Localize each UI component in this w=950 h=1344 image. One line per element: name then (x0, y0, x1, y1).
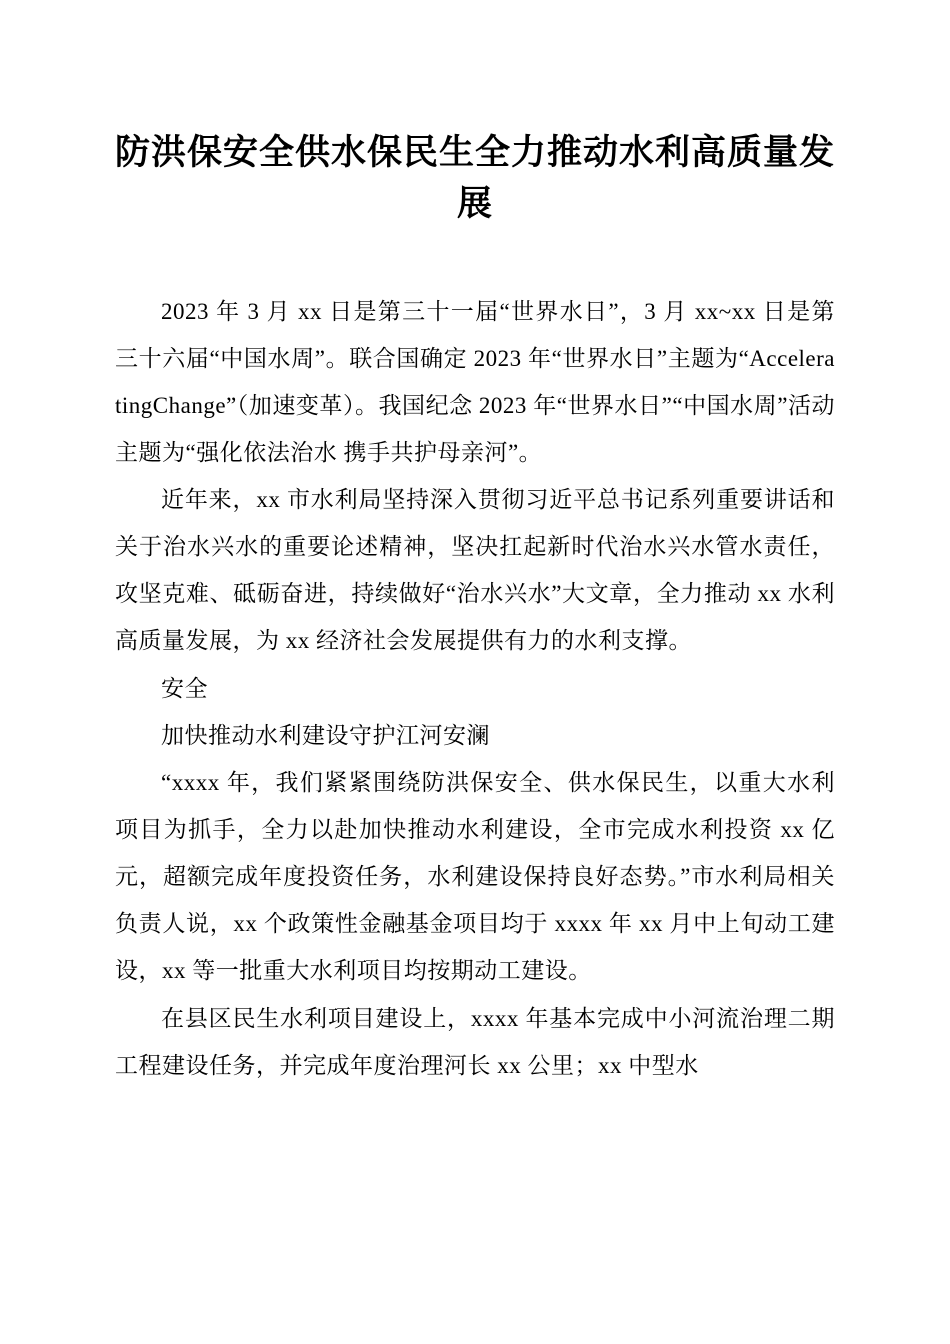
paragraph-section-label-safety: 安全 (161, 675, 208, 701)
paragraph-county-projects: 在县区民生水利项目建设上，xxxx 年基本完成中小河流治理二期工程建设任务，并完成年度治理河长 xx 公里；xx 中型水 (115, 1005, 835, 1078)
paragraph-intro-world-water-day: 2023 年 3 月 xx 日是第三十一届“世界水日”，3 月 xx~xx 日是第三十六届“中国水周”。联合国确定 2023 年“世界水日”主题为“AcceleratingChange”（加速变革）。我国纪念 2023 年“世界水日”“中国水周”活动主题为“强化依法治水 携手共护母亲河”。 (115, 298, 835, 465)
document-title: 防洪保安全供水保民生全力推动水利高质量发展 (115, 133, 836, 223)
paragraph-quote-investment: “xxxx 年，我们紧紧围绕防洪保安全、供水保民生，以重大水利项目为抓手，全力以赴加快推动水利建设，全市完成水利投资 xx 亿元，超额完成年度投资任务，水利建设保持良好态势。”市水利局相关负责人说，xx 个政策性金融基金项目均于 xxxx 年 xx 月中上旬动工建设，xx 等一批重大水利项目均按期动工建设。 (115, 769, 835, 984)
paragraph-subheading-water-construction: 加快推动水利建设守护江河安澜 (161, 722, 490, 748)
paragraph-recent-years-overview: 近年来，xx 市水利局坚持深入贯彻习近平总书记系列重要讲话和关于治水兴水的重要论述精神，坚决扛起新时代治水兴水管水责任，攻坚克难、砥砺奋进，持续做好“治水兴水”大文章，全力推动 xx 水利高质量发展，为 xx 经济社会发展提供有力的水利支撑。 (115, 487, 835, 654)
